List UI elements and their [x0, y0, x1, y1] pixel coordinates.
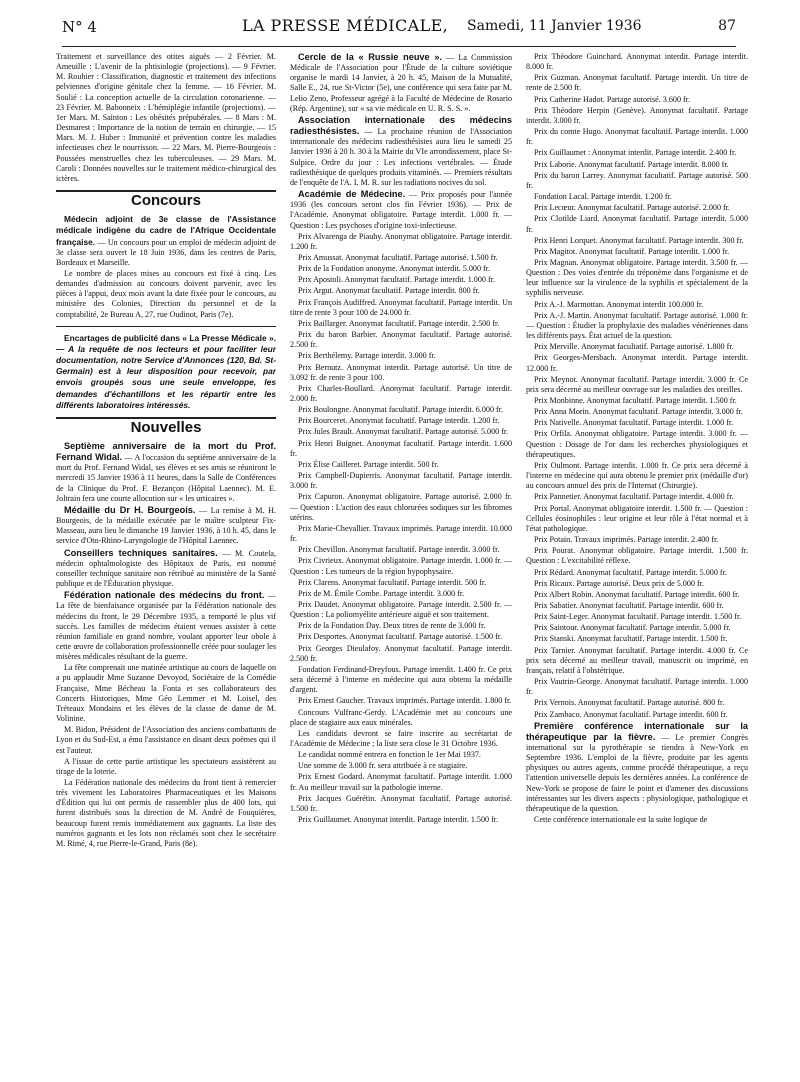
article-text: — M. Coutela, médecin ophtalmologiste des Hôpitaux de Paris, est nommé conseiller technique sanitaire non rétribué au ministère de la Santé publique et de l'Éducation physique. [56, 548, 276, 589]
article-text: — Prix proposés pour l'année 1936 (les concours seront clos fin Février 1936). — Prix de l'Académie. Anonymat obligatoire. Partage interdit. 1.000 fr. — Question : Les psychoses d'origine toxi-infectieuse. [290, 190, 512, 230]
prize-entry: Prix Chevillon. Anonymat facultatif. Partage interdit. 3.000 fr. [298, 545, 500, 555]
prize-entry: Prix Stanski. Anonymat facultatif. Partage interdit. 1.500 fr. [534, 634, 728, 644]
issue-number: N° 4 [62, 18, 97, 36]
prize-entry: Prix Henri Buignet. Anonymat facultatif. Partage interdit. 1.600 fr. [290, 438, 512, 458]
article-heading: Académie de Médecine. [298, 189, 406, 200]
article-heading: Médaille du Dr H. Bourgeois. [64, 504, 196, 515]
article-bourgeois [56, 505, 276, 547]
prize-entry: Prix Baillarger. Anonymat facultatif. Partage interdit. 2.500 fr. [298, 318, 500, 328]
journal-title: LA PRESSE MÉDICALE, [242, 16, 449, 35]
article-text: — A la requête de nos lecteurs et pour faciliter leur documentation, notre Service d'Annonces (120, Bd. St-Germain) est à leur disposition pour recevoir, par envois groupés sous une seule enveloppe, les demandes d'échantillons et les répartir entre les différents laboratoires intéressés. [56, 343, 276, 410]
prize-entry: Prix Portal. Anonymat obligatoire interdit. 1.500 fr. — Question : Cellules éosinophiles : leur origine et leur rôle à l'état normal et à l'état pathologique. [526, 503, 748, 533]
prize-entry: Une somme de 3.000 fr. sera attribuée à ce stagiaire. [298, 761, 468, 771]
prize-entry: Prix du comte Hugo. Anonymat facultatif. Partage interdit. 1.000 fr. [526, 127, 748, 147]
prize-entry: Prix Guillaumet : Anonymat interdit. Partage interdit. 2.400 fr. [534, 148, 737, 158]
prize-entry: Le candidat nommé entrera en fonction le 1er Mai 1937. [298, 750, 481, 760]
article-therapeutique [526, 721, 748, 814]
article-text: — Un concours pour un emploi de médecin adjoint de 3e classe sera ouvert le 18 Juin 1936, dans les centres de Paris, Bordeaux et Marseille. [56, 237, 276, 267]
prize-entry: Prix Argut. Anonymat facultatif. Partage interdit. 800 fr. [298, 286, 480, 296]
prize-entry: Prix Capuron. Anonymat obligatoire. Partage autorisé. 2.000 fr. — Question : L'action des eaux chlorurées sodiques sur les fibromes utérins. [290, 492, 512, 522]
prize-entry: Prix Marie-Chevallier. Travaux imprimés. Partage interdit. 10.000 fr. [290, 523, 512, 544]
prize-entry: Prix François Audiffred. Anonymat facultatif. Partage interdit. Un titre de rente 3 pour 100 de 24.000 fr. [290, 297, 512, 317]
column-left [56, 52, 276, 1072]
prize-entry: Prix Alvarenga de Piauhy. Anonymat obligatoire. Partage interdit. 1.200 fr. [290, 231, 512, 251]
prize-entry: Prix Anna Morin. Anonymat facultatif. Partage interdit. 3.000 fr. [534, 407, 743, 417]
prize-entry: Prix Laborie. Anonymat facultatif. Partage interdit. 8.000 fr. [534, 159, 729, 169]
prize-entry: Prix Magitot. Anonymat facultatif. Partage interdit. 1.000 fr. [534, 246, 730, 256]
column-right [526, 52, 748, 1072]
course-schedule: Traitement et surveillance des otites aiguës — 2 Février. M. Ameuille : L'avenir de la phtisiologie (projections). — 9 Février. M. Rouhier : Classification, diagnostic et traitement des infections pelviennes d'origine génitale chez la femme. — 16 Février. M. Soulié : La conception actuelle de la circulation coronarienne. — 23 Février. M. Babonneix : L'hémiplégie infantile (projections). — 1er Mars. M. Sainton : Les obésités prépubérales. — 8 Mars : M. Desmarest : Importance de la notion de terrain en chirurgie. — 15 Mars. M. J. Huber : Immunité et prévention contre les maladies infectieuses chez le nourrisson. — 22 Mars. M. Pierre-Bourgeois : Poussées menstruelles chez les tuberculeuses. — 29 Mars. M. Caroli : Données nouvelles sur le traitement médico-chirurgical des ictères. [56, 52, 276, 183]
prize-entry: Prix Amussat. Anonymat facultatif. Partage autorisé. 1.500 fr. [298, 252, 498, 262]
section-divider [56, 326, 276, 327]
prize-entry: Prix Sabatier. Anonymat facultatif. Partage interdit. 600 fr. [534, 600, 724, 610]
prize-entry: Prix Théodore Guinchard. Anonymat interdit. Partage interdit. 8.000 fr. [526, 52, 748, 72]
prize-list [526, 52, 748, 720]
article-heading: Première conférence internationale sur la thérapeutique par la fièvre. [526, 720, 748, 742]
section-title-concours: Concours [130, 192, 201, 210]
prize-entry: Prix A.-J. Martin. Anonymat facultatif. Partage autorisé. 1.000 fr. — Question : Étudier la prophylaxie des maladies vénériennes dans les différents pays. État actuel de la question. [526, 310, 748, 341]
prize-entry: Prix Berthélemy. Partage interdit. 3.000 fr. [298, 351, 436, 361]
article-paragraph: Cette conférence internationale est la suite logique de [534, 815, 708, 825]
article-heading: Encartages de publicité dans « La Presse Médicale ». [64, 332, 276, 343]
article-text: — Le premier Congrès international sur la pyrothérapie se tiendra à New-York en Septembre 1936. L'emploi de la fièvre, produite par les agents physiques ou autres agents, comme procédé thérapeutique, a reçu l'attention universelle depuis les dernières années. La conférence de New-York se propose de faire le point et d'amener des discussions intéressantes sur les divers aspects : physiologique, pathologique et thérapeutique de la question. [526, 732, 748, 813]
prize-entry: Prix Pannetier. Anonymat facultatif. Partage interdit. 4.000 fr. [534, 492, 734, 502]
prize-entry: Prix Desportes. Anonymat facultatif. Partage autorisé. 1.500 fr. [298, 632, 503, 642]
prize-entry: Prix Albert Robin. Anonymat facultatif. Partage interdit. 600 fr. [534, 589, 740, 599]
prize-entry: Prix Charles-Boullard. Anonymat facultatif. Partage interdit. 2.000 fr. [290, 383, 512, 403]
prize-entry: Prix Catherine Hadot. Partage autorisé. 3.600 fr. [534, 94, 690, 104]
article-text: — A l'occasion du septième anniversaire de la mort du Prof. Fernand Widal, ses élèves et ses amis se réuniront le mercredi 15 Janvier 1936 à 11 heures, dans la Salle de Conférences de la Clinique du Prof. F. Bezançon (Hôpital Laennec). M. E. Joltrain fera une courte allocution sur « les urticaires ». [56, 453, 276, 503]
prize-entry: Prix Rédard. Anonymat facultatif. Partage interdit. 5.000 fr. [534, 567, 727, 577]
prize-entry: Prix Clotilde Liard. Anonymat facultatif. Partage interdit. 5.000 fr. [526, 214, 748, 234]
prize-entry: Prix Henri Lorquet. Anonymat facultatif. Partage interdit. 300 fr. [534, 235, 744, 245]
prize-entry: Prix Élise Cailleret. Partage interdit. 500 fr. [298, 459, 439, 469]
article-heading: Conseillers techniques sanitaires. [64, 547, 218, 558]
prize-entry: Prix Bernutz. Anonymat interdit. Partage autorisé. Un titre de 3.092 fr. de rente 3 pour 100. [290, 362, 512, 382]
article-paragraph: A l'issue de cette partie artistique les spectateurs assistèrent au tirage de la loterie. [56, 756, 276, 776]
prize-entry: Prix Nativelle. Anonymat facultatif. Partage interdit. 1.000 fr. [534, 418, 734, 428]
article-heading: Septième anniversaire de la mort du Prof. Fernand Widal. [56, 441, 276, 463]
article-widal [56, 441, 276, 504]
prize-entry: Prix Saintour. Anonymat facultatif. Partage interdit. 5.000 fr. [534, 623, 731, 633]
issue-date: Samedi, 11 Janvier 1936 [467, 18, 642, 34]
article-encartages [56, 333, 276, 411]
prize-entry: Prix Ernest Gaucher. Travaux imprimés. Partage interdit. 1.800 fr. [298, 696, 512, 706]
prize-entry: Prix Tarnier. Anonymat facultatif. Partage interdit. 4.000 fr. Ce prix sera décerné au meilleur travail, manuscrit ou imprimé, en français, relatif à l'obstétrique. [526, 645, 748, 675]
article-heading: Cercle de la « Russie neuve ». [298, 52, 442, 62]
prize-entry: Prix Guillaumet. Anonymat interdit. Partage interdit. 1.500 fr. [298, 815, 499, 825]
prize-list [290, 232, 512, 826]
prize-entry: Prix Magnan. Anonymat obligatoire. Partage interdit. 3.500 fr. — Question : Des voies d'entrée du tréponème dans l'organisme et de leur influence sur la virulence de la syphilis et spécialement de la syphilis nerveuse. [526, 257, 748, 298]
prize-entry: Prix Zambaco. Anonymat facultatif. Partage interdit. 600 fr. [534, 709, 728, 719]
prize-entry: Prix A.-J. Marmottan. Anonymat interdit 100.000 fr. [534, 299, 704, 309]
article-paragraph: Le nombre de places mises au concours est fixé à cinq. Les demandes d'admission au concours doivent parvenir, avec les pièces à l'appui, deux mois avant la date fixée pour le concours, au ministère des Colonies, Direction du personnel et de la comptabilité, 2e Bureau A, 27, rue Oudinot, Paris (7e). [56, 268, 276, 319]
prize-entry: Prix Saint-Leger. Anonymat facultatif. Partage interdit. 1.500 fr. [534, 612, 742, 622]
article-heading: Médecin adjoint de 3e classe de l'Assistance médicale indigène du cadre de l'Afrique Occidentale française. [56, 214, 276, 247]
prize-entry: Prix Orfila. Anonymat obligatoire. Partage interdit. 3.000 fr. — Question : Dosage de l'or dans les recherches physiologiques et thérapeutiques. [526, 429, 748, 459]
prize-entry: Prix Clarens. Anonymat facultatif. Partage interdit. 500 fr. [298, 577, 487, 587]
prize-entry: Prix Théodore Herpin (Genève). Anonymat facultatif. Partage interdit. 3.000 fr. [526, 105, 748, 125]
article-heading: Fédération nationale des médecins du front. [64, 590, 265, 601]
prize-entry: Prix Vautrin-George. Anonymat facultatif. Partage interdit. 1.000 fr. [526, 677, 748, 697]
prize-entry: Prix Oulmont. Partage interdit. 1.000 fr. Ce prix sera décerné à l'interne en médecine qui aura obtenu le premier prix (médaille d'or) au concours annuel des prix de l'Internat (Chirurgie). [526, 460, 748, 491]
prize-entry: Prix Pourat. Anonymat obligatoire. Partage interdit. 1.500 fr. Question : L'excitabilité réflexe. [526, 546, 748, 566]
prize-entry: Prix du baron Larrey. Anonymat facultatif. Partage autorisé. 500 fr. [526, 170, 748, 190]
article-radiesthesistes [290, 115, 512, 188]
prize-entry: Prix Monbinne. Anonymat facultatif. Partage interdit. 1.500 fr. [534, 396, 737, 405]
article-text: — La prochaine réunion de l'Association internationale des médecins radiesthésistes aura lieu le samedi 25 Janvier 1936 à 20 h. 30 à la Mairie du VIe arrondissement, place St-Sulpice. Ordre du jour : Les infections vertébrales. — Étude radiesthésique de quelques produits vitaminés. — Premiers résultats de l'enquête de l'A. I. M. R. sur les radiations nocives du sol. [290, 127, 512, 187]
article-federation [56, 590, 276, 662]
prize-entry: Prix Jacques Guérétin. Anonymat facultatif. Partage autorisé. 1.500 fr. [290, 793, 512, 813]
prize-entry: Prix Georges-Mersbach. Anonymat interdit. Partage interdit. 12.000 fr. [526, 353, 748, 373]
prize-entry: Fondation Ferdinand-Dreyfous. Partage interdit. 1.400 fr. Ce prix sera décerné à l'interne en médecine qui aura obtenu la médaille d'argent. [290, 664, 512, 695]
prize-entry: Prix Jules Brault. Anonymat facultatif. Partage autorisé. 5.000 fr. [298, 427, 509, 437]
article-paragraph: La Fédération nationale des médecins du front tient à remercier très vivement les Laboratoires Pharmaceutiques et les Maisons d'Édition qui lui ont permis de rassembler plus de 400 lots, qui furent distribués sous la direction de M. André de Fouquières, beaucoup furent remis immédiatement aux gagnants. La liste des numéros gagnants et les lots non réclamés sont chez le secrétaire M. Rimé, 4, rue Pierre-le-Grand, Paris (8e). [56, 778, 276, 848]
prize-entry: Prix Georges Dieulafoy. Anonymat facultatif. Partage interdit. 2.500 fr. [290, 643, 512, 663]
prize-entry: Les candidats devront se faire inscrire au secrétariat de l'Académie de Médecine ; la liste sera close le 31 Octobre 1936. [290, 728, 512, 748]
article-conseillers [56, 548, 276, 590]
prize-entry: Prix Lecœur. Anonymat facultatif. Partage autorisé. 2.000 fr. [534, 203, 730, 213]
section-title-nouvelles: Nouvelles [130, 418, 202, 436]
prize-entry: Prix Boulongne. Anonymat facultatif. Partage interdit. 6.000 fr. [298, 405, 504, 415]
article-text: — La Commission Médicale de l'Association pour l'Étude de la culture soviétique organise le mardi 14 Janvier, à 20 h. 45, Maison de la Mutualité, Salle E., 24, rue St-Victor (5e), une conférence qui sera faite par M. Lelio Zeno, Professeur agrégé à la Faculté de Médecine de Rosario (Rép. Argentine), sur « sa vie médicale en U. R. S. S. ». [290, 53, 512, 113]
prize-entry: Prix de la Fondation anonyme. Anonymat interdit. 5.000 fr. [298, 264, 490, 274]
prize-entry: Concours Vulfranc-Gerdy. L'Académie met au concours une place de stagiaire aux eaux minérales. [290, 707, 512, 727]
article-medecin [56, 214, 276, 268]
prize-entry: Prix Bourceret. Anonymat facultatif. Partage interdit. 1.200 fr. [298, 416, 500, 426]
article-academie [290, 189, 512, 231]
page-number: 87 [718, 18, 736, 34]
prize-entry: Fondation Lacal. Partage interdit. 1.200 fr. [534, 192, 672, 202]
prize-entry: Prix Meynot. Anonymat facultatif. Partage interdit. 3.000 fr. Ce prix sera décerné au meilleur ouvrage sur les maladies des oreilles. [526, 374, 748, 394]
prize-entry: Prix Ricaux. Partage autorisé. Deux prix de 5.000 fr. [534, 578, 704, 588]
article-text: — La fête de bienfaisance organisée par la Fédération nationale des médecins du front, le 29 Décembre 1935, a remporté le plus vif succès. Les familles de médecins étaient venues assister à cette réunion familiale en grand nombre, voulant apporter leur obole à cette œuvre de collaboration professionnelle créée pour soulager les misères médicales résultant de la guerre. [56, 591, 276, 662]
prize-entry: Prix du baron Barbier. Anonymat facultatif. Partage autorisé. 2.500 fr. [290, 330, 512, 350]
prize-entry: Prix Civrieux. Anonymat obligatoire. Partage interdit. 1.000 fr. — Question : Les tumeurs de la région hypophysaire. [290, 556, 512, 576]
prize-entry: Prix Potain. Travaux imprimés. Partage interdit. 2.400 fr. [534, 535, 719, 545]
prize-entry: Prix Ernest Godard. Anonymat facultatif. Partage interdit. 1.000 fr. Au meilleur travail sur la pathologie interne. [290, 772, 512, 792]
column-middle [290, 52, 512, 1072]
article-russie [290, 52, 512, 114]
page-header [62, 14, 736, 47]
prize-entry: Prix Vernois. Anonymat facultatif. Partage autorisé. 800 fr. [534, 698, 725, 708]
prize-entry: Prix de la Fondation Day. Deux titres de rente de 3.000 fr. [298, 621, 486, 631]
article-paragraph: La fête comprenait une matinée artistique au cours de laquelle on a pu applaudir Mme Suzanne Devoyod, Sociétaire de la Comédie Française, Mme Bécheau la Fonta et ses collaborateurs des Concerts Historiques, Mme Géo Lemmer et M. Loisel, des Tréteaux Mondains et les élèves de la classe de danse de M. Volinine. [56, 663, 276, 724]
prize-entry: Prix Campbell-Dupierris. Anonymat facultatif. Partage interdit. 3.000 fr. [290, 471, 512, 491]
prize-entry: Prix Daudet. Anonymat obligatoire. Partage interdit. 2.500 fr. — Question : La poliomyélite antérieure aiguë et son traitement. [290, 599, 512, 620]
article-heading: Association internationale des médecins radiesthésistes. [290, 114, 512, 137]
article-paragraph: M. Bidon, Président de l'Association des anciens combattants de Lyon et du Sud-Est, a ému l'assistance en disant deux poèmes qui il est l'auteur. [56, 725, 276, 755]
article-text: — La remise à M. H. Bourgeois, de la médaille exécutée par le maître sculpteur Fix-Masseau, aura lieu le dimanche 19 Janvier 1936, à 10 h. 45, dans le service d'Oto-Rhino-Laryngologie de l'Hôpital Laennec. [56, 505, 276, 546]
prize-entry: Prix Merville. Anonymat facultatif. Partage autorisé. 1.800 fr. [534, 342, 734, 352]
prize-entry: Prix de M. Émile Combe. Partage interdit. 3.000 fr. [298, 588, 465, 598]
prize-entry: Prix Guzman. Anonymat facultatif. Partage interdit. Un titre de rente de 2.500 fr. [526, 73, 748, 93]
prize-entry: Prix Apostoli. Anonymat facultatif. Partage interdit. 1.000 fr. [298, 275, 495, 285]
